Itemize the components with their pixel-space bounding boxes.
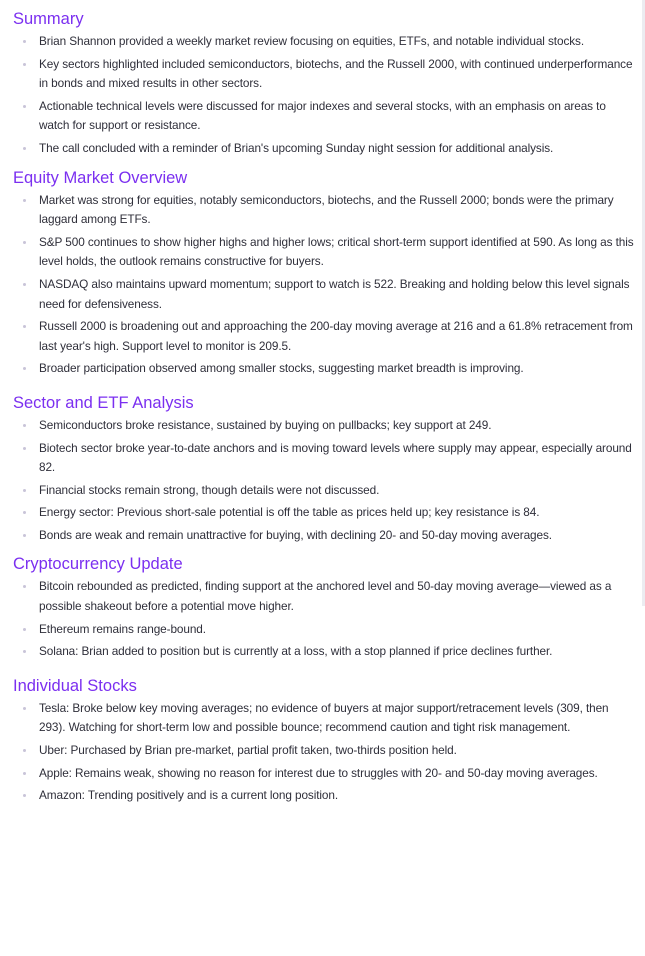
- section-sector-etf-analysis: [13, 387, 635, 546]
- list-item: Tesla: Broke below key moving averages; no evidence of buyers at major support/retracement levels (309, then 293). Watching for short-term low and possible bounce; recommend caution and tight risk management.: [39, 699, 635, 738]
- section-title: Sector and ETF Analysis: [13, 393, 194, 412]
- section-title: Cryptocurrency Update: [13, 555, 183, 574]
- list-item: Ethereum remains range-bound.: [39, 620, 635, 640]
- section-title: Equity Market Overview: [13, 168, 188, 187]
- list-item: Biotech sector broke year-to-date anchors and is moving toward levels where supply may appear, especially around 82.: [39, 439, 635, 478]
- list-item: Brian Shannon provided a weekly market review focusing on equities, ETFs, and notable individual stocks.: [39, 32, 635, 52]
- list-item: Financial stocks remain strong, though details were not discussed.: [39, 481, 635, 501]
- list-item: Energy sector: Previous short-sale potential is off the table as prices held up; key resistance is 84.: [39, 503, 635, 523]
- list-item: Key sectors highlighted included semiconductors, biotechs, and the Russell 2000, with continued underperformance in bonds and mixed results in other sectors.: [39, 55, 635, 94]
- list-item: S&P 500 continues to show higher highs and higher lows; critical short-term support identified at 590. As long as this level holds, the outlook remains constructive for buyers.: [39, 233, 635, 272]
- section-cryptocurrency-update: [13, 548, 635, 661]
- list-item: The call concluded with a reminder of Brian's upcoming Sunday night session for additional analysis.: [39, 139, 635, 159]
- bullet-list: [13, 32, 635, 159]
- section-title: Summary: [13, 10, 84, 28]
- bullet-list: [13, 416, 635, 546]
- list-item: Apple: Remains weak, showing no reason for interest due to struggles with 20- and 50-day moving averages.: [39, 764, 635, 784]
- list-item: Amazon: Trending positively and is a current long position.: [39, 786, 635, 806]
- list-item: Russell 2000 is broadening out and approaching the 200-day moving average at 216 and a 61.8% retracement from last year's high. Support level to monitor is 209.5.: [39, 317, 635, 356]
- bullet-list: [13, 699, 635, 806]
- list-item: NASDAQ also maintains upward momentum; support to watch is 522. Breaking and holding below this level signals need for defensiveness.: [39, 275, 635, 314]
- list-item: Bonds are weak and remain unattractive for buying, with declining 20- and 50-day moving averages.: [39, 526, 635, 546]
- list-item: Semiconductors broke resistance, sustained by buying on pullbacks; key support at 249.: [39, 416, 635, 436]
- list-item: Market was strong for equities, notably semiconductors, biotechs, and the Russell 2000; bonds were the primary laggard among ETFs.: [39, 191, 635, 230]
- list-item: Uber: Purchased by Brian pre-market, partial profit taken, two-thirds position held.: [39, 741, 635, 761]
- section-individual-stocks: [13, 670, 635, 806]
- bullet-list: [13, 191, 635, 379]
- bullet-list: [13, 577, 635, 661]
- list-item: Actionable technical levels were discussed for major indexes and several stocks, with an emphasis on areas to watch for support or resistance.: [39, 97, 635, 136]
- list-item: Solana: Brian added to position but is currently at a loss, with a stop planned if price declines further.: [39, 642, 635, 662]
- section-equity-market-overview: [13, 162, 635, 379]
- section-title: Individual Stocks: [13, 676, 137, 695]
- list-item: Broader participation observed among smaller stocks, suggesting market breadth is improving.: [39, 359, 635, 379]
- section-summary: [13, 4, 635, 159]
- list-item: Bitcoin rebounded as predicted, finding support at the anchored level and 50-day moving average—viewed as a possible shakeout before a potential move higher.: [39, 577, 635, 616]
